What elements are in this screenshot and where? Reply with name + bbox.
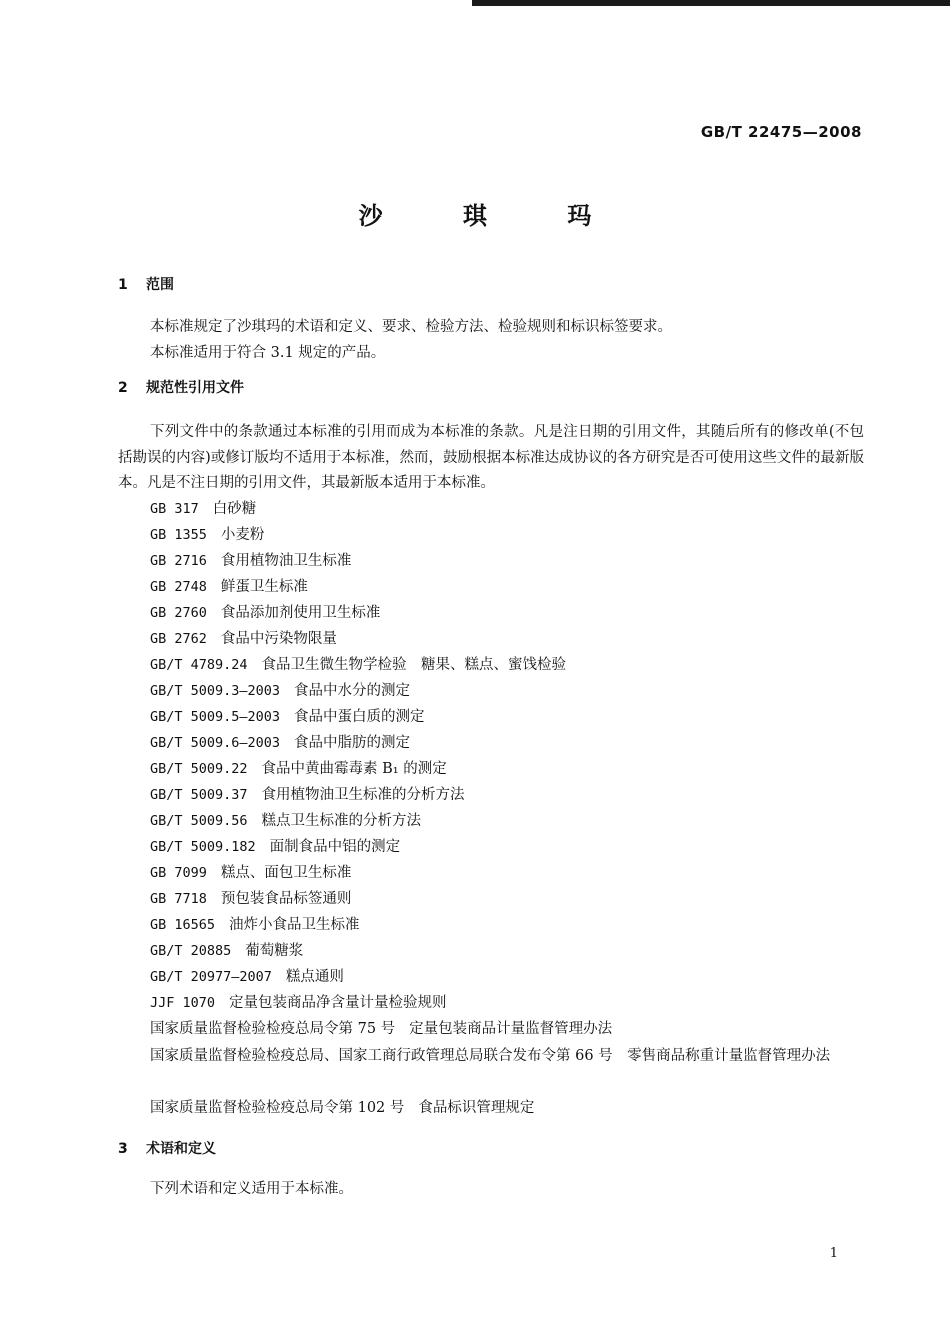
reference-name: 食品标识管理规定 bbox=[418, 1100, 535, 1116]
reference-item bbox=[150, 705, 425, 726]
reference-item bbox=[150, 627, 337, 648]
reference-item bbox=[150, 965, 344, 986]
reference-name: 食品中黄曲霉毒素 B₁ 的测定 bbox=[261, 761, 447, 777]
reference-name: 小麦粉 bbox=[220, 527, 265, 543]
reference-code: GB 7099 bbox=[150, 865, 207, 881]
reference-item bbox=[150, 809, 421, 830]
reference-code: GB 2716 bbox=[150, 553, 207, 569]
section-number: 1 bbox=[118, 277, 128, 293]
reference-name: 糕点通则 bbox=[285, 969, 344, 985]
section-title: 范围 bbox=[146, 277, 174, 293]
reference-code: GB/T 5009.56 bbox=[150, 813, 248, 829]
reference-name: 油炸小食品卫生标准 bbox=[229, 917, 360, 933]
reference-item bbox=[150, 1017, 612, 1038]
reference-code: GB/T 5009.6—2003 bbox=[150, 735, 281, 751]
section-title: 术语和定义 bbox=[146, 1141, 216, 1157]
reference-name: 预包装食品标签通则 bbox=[220, 891, 352, 907]
reference-name: 糕点、面包卫生标准 bbox=[220, 865, 352, 881]
reference-name: 定量包装商品净含量计量检验规则 bbox=[229, 995, 447, 1011]
reference-code: GB 2762 bbox=[150, 631, 207, 647]
reference-item bbox=[150, 913, 360, 934]
page-title: 沙 琪 玛 bbox=[358, 202, 628, 230]
reference-code: GB/T 5009.3—2003 bbox=[150, 683, 281, 699]
reference-name: 定量包装商品计量监督管理办法 bbox=[409, 1021, 613, 1037]
reference-code: 国家质量监督检验检疫总局令第 102 号 bbox=[150, 1100, 405, 1116]
reference-item bbox=[150, 861, 351, 882]
reference-code: GB 16565 bbox=[150, 917, 216, 933]
standard-code: GB/T 22475—2008 bbox=[700, 123, 862, 141]
reference-item bbox=[150, 757, 447, 778]
reference-code: GB/T 5009.182 bbox=[150, 839, 256, 855]
reference-item bbox=[150, 575, 308, 596]
reference-name: 食品卫生微生物学检验 糖果、糕点、蜜饯检验 bbox=[261, 657, 567, 673]
section-1-para-1: 本标准规定了沙琪玛的术语和定义、要求、检验方法、检验规则和标识标签要求。 bbox=[150, 319, 672, 335]
reference-item bbox=[150, 1096, 534, 1117]
reference-name: 食品添加剂使用卫生标准 bbox=[220, 605, 381, 621]
reference-code: GB 7718 bbox=[150, 891, 207, 907]
section-3-heading bbox=[118, 1138, 216, 1158]
reference-name: 食用植物油卫生标准 bbox=[220, 553, 352, 569]
section-number: 2 bbox=[118, 380, 128, 396]
reference-name: 鲜蛋卫生标准 bbox=[220, 579, 308, 595]
reference-name: 食品中脂肪的测定 bbox=[294, 735, 411, 751]
reference-code: GB 1355 bbox=[150, 527, 207, 543]
reference-item bbox=[150, 835, 400, 856]
reference-code: GB/T 20977—2007 bbox=[150, 969, 272, 985]
reference-code: GB/T 5009.22 bbox=[150, 761, 248, 777]
reference-item bbox=[150, 887, 351, 908]
page-number: 1 bbox=[829, 1246, 838, 1261]
section-2-heading bbox=[118, 377, 244, 397]
section-1-para-2: 本标准适用于符合 3.1 规定的产品。 bbox=[150, 345, 386, 361]
reference-item bbox=[150, 679, 410, 700]
reference-code: GB/T 20885 bbox=[150, 943, 232, 959]
top-rule bbox=[472, 0, 950, 6]
reference-item bbox=[150, 783, 465, 804]
reference-name: 食品中蛋白质的测定 bbox=[294, 709, 425, 725]
reference-item bbox=[150, 653, 566, 674]
reference-item bbox=[150, 731, 410, 752]
reference-item bbox=[150, 549, 351, 570]
reference-item bbox=[150, 939, 303, 960]
reference-name: 食品中水分的测定 bbox=[294, 683, 411, 699]
section-number: 3 bbox=[118, 1141, 128, 1157]
reference-long: 国家质量监督检验检疫总局、国家工商行政管理总局联合发布令第 66 号 零售商品称重计量监督管理办法 bbox=[150, 1048, 831, 1064]
reference-code: GB 2760 bbox=[150, 605, 207, 621]
section-3-para: 下列术语和定义适用于本标准。 bbox=[150, 1181, 353, 1197]
reference-item bbox=[150, 601, 380, 622]
reference-item bbox=[150, 991, 447, 1012]
reference-name: 糕点卫生标准的分析方法 bbox=[261, 813, 422, 829]
section-title: 规范性引用文件 bbox=[146, 380, 244, 396]
reference-code: GB/T 5009.37 bbox=[150, 787, 248, 803]
reference-code: GB/T 5009.5—2003 bbox=[150, 709, 281, 725]
reference-name: 葡萄糖浆 bbox=[245, 943, 304, 959]
section-1-heading bbox=[118, 274, 174, 294]
reference-name: 食品中污染物限量 bbox=[220, 631, 337, 647]
reference-code: 国家质量监督检验检疫总局令第 75 号 bbox=[150, 1021, 396, 1037]
reference-code: GB 317 bbox=[150, 501, 199, 517]
reference-item bbox=[150, 523, 264, 544]
section-2-intro: 下列文件中的条款通过本标准的引用而成为本标准的条款。凡是注日期的引用文件，其随后所有的修改单(不包括勘误的内容)或修订版均不适用于本标准，然而，鼓励根据本标准达成协议的各方研究是否可使用这些文件的最新版本。凡是不注日期的引用文件，其最新版本适用于本标准。 bbox=[118, 424, 864, 491]
reference-item bbox=[150, 497, 256, 518]
reference-name: 食用植物油卫生标准的分析方法 bbox=[261, 787, 465, 803]
reference-code: GB/T 4789.24 bbox=[150, 657, 248, 673]
reference-code: JJF 1070 bbox=[150, 995, 216, 1011]
reference-name: 面制食品中铝的测定 bbox=[269, 839, 401, 855]
reference-code: GB 2748 bbox=[150, 579, 207, 595]
reference-name: 白砂糖 bbox=[212, 501, 257, 517]
